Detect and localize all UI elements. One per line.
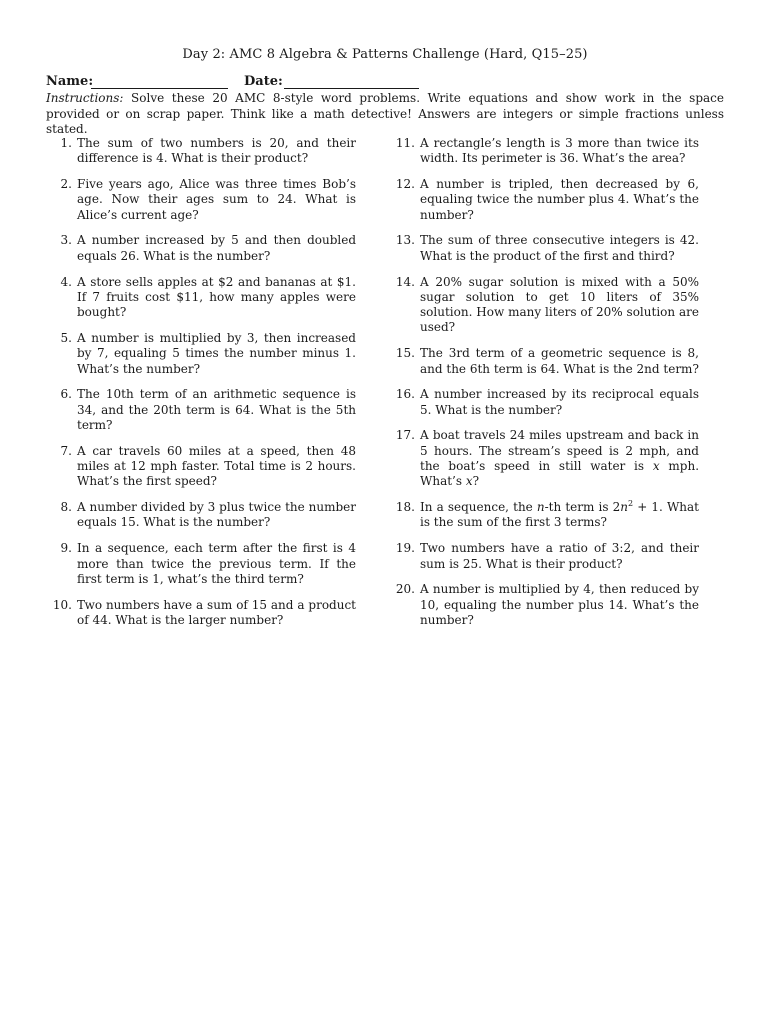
question-text: A rectangle’s length is 3 more than twice its width. Its perimeter is 36. What’s the area?	[420, 136, 699, 166]
question-item	[393, 541, 699, 572]
question-item	[393, 346, 699, 377]
question-text: The 10th term of an arithmetic sequence is 34, and the 20th term is 64. What is the 5th term?	[77, 387, 356, 432]
question-item	[393, 500, 699, 531]
question-number: 14.	[395, 274, 415, 289]
question-item	[50, 233, 356, 264]
question-text: A number divided by 3 plus twice the number equals 15. What is the number?	[77, 500, 356, 530]
math-variable: x	[465, 474, 473, 489]
instructions	[46, 91, 724, 138]
question-text: In a sequence, each term after the first is 4 more than twice the previous term. If the first term is 1, what’s the third term?	[77, 541, 356, 586]
question-item	[393, 582, 699, 628]
question-number: 12.	[395, 177, 415, 192]
question-number: 3.	[60, 233, 72, 248]
math-exponent: 2	[628, 499, 634, 509]
question-number: 5.	[60, 330, 72, 345]
question-item	[50, 177, 356, 223]
question-item	[50, 500, 356, 531]
question-text: A number is multiplied by 3, then increased by 7, equaling 5 times the number minus 1. What’s the number?	[77, 330, 356, 376]
question-item	[50, 444, 356, 490]
question-text: Five years ago, Alice was three times Bob’s age. Now their ages sum to 24. What is Alice’s current age?	[77, 177, 356, 222]
question-number: 10.	[52, 597, 72, 612]
question-text: A number is tripled, then decreased by 6, equaling twice the number plus 4. What’s the number?	[420, 177, 699, 222]
question-item	[50, 275, 356, 321]
question-text: The 3rd term of a geometric sequence is 8, and the 6th term is 64. What is the 2nd term?	[420, 346, 699, 376]
question-text: Two numbers have a sum of 15 and a product of 44. What is the larger number?	[77, 597, 356, 627]
question-text: The sum of three consecutive integers is 42. What is the product of the first and third?	[420, 233, 699, 263]
question-number: 2.	[60, 177, 72, 192]
question-text: A number increased by 5 and then doubled equals 26. What is the number?	[77, 233, 356, 263]
name-blank-line	[91, 88, 228, 89]
question-number: 16.	[395, 387, 415, 402]
question-text-part: + 1. What is the sum of the first 3 terms?	[420, 500, 699, 530]
question-item	[393, 177, 699, 223]
question-text	[420, 500, 699, 531]
question-text-part: A boat travels 24 miles upstream and back in 5 hours. The stream’s speed is 2 mph, and the boat’s speed in still water is	[420, 428, 699, 474]
question-number: 11.	[395, 136, 415, 150]
question-item	[50, 387, 356, 433]
question-columns	[46, 136, 724, 1016]
instructions-lead: Instructions:	[46, 91, 124, 105]
question-item	[393, 387, 699, 418]
question-text: The sum of two numbers is 20, and their difference is 4. What is their product?	[77, 136, 356, 166]
question-text-part: mph. What’s	[420, 459, 700, 489]
date-label: Date:	[244, 74, 283, 89]
question-number: 19.	[395, 541, 415, 556]
question-text: A car travels 60 miles at a speed, then 48 miles at 12 mph faster. Total time is 2 hours. What’s the first speed?	[77, 443, 356, 489]
question-text-part: ?	[472, 474, 480, 489]
question-number: 4.	[60, 274, 72, 289]
question-number: 17.	[395, 428, 415, 443]
question-number: 6.	[60, 387, 72, 402]
question-item	[50, 598, 356, 629]
question-item	[393, 233, 699, 264]
page-title: Day 2: AMC 8 Algebra & Patterns Challenge (Hard, Q15–25)	[182, 47, 588, 62]
question-item	[50, 541, 356, 587]
question-number: 13.	[395, 233, 415, 248]
worksheet-page	[46, 0, 724, 1024]
question-text: A store sells apples at $2 and bananas at $1. If 7 fruits cost $11, how many apples were bought?	[77, 274, 356, 320]
question-item	[393, 136, 699, 167]
math-variable: n	[620, 500, 628, 515]
question-column-left	[50, 136, 356, 639]
name-label: Name:	[46, 74, 94, 89]
question-number: 7.	[60, 443, 72, 458]
question-text-part: -th term is 2	[544, 500, 621, 515]
question-number: 8.	[60, 500, 72, 515]
math-variable: x	[652, 459, 660, 474]
instructions-text: Solve these 20 AMC 8-style word problems. Write equations and show work in the space provided or on scrap paper. Think like a math detective! Answers are integers or simple fractions unless stated.	[46, 91, 724, 136]
question-item	[50, 136, 356, 167]
math-variable: n	[536, 500, 545, 515]
question-column-right	[393, 136, 699, 639]
date-blank-line	[284, 88, 419, 89]
question-text: A number is multiplied by 4, then reduced by 10, equaling the number plus 14. What’s the number?	[420, 582, 699, 627]
question-number: 15.	[395, 346, 415, 361]
question-text: A number increased by its reciprocal equals 5. What is the number?	[420, 387, 699, 417]
question-item	[393, 428, 699, 489]
question-number: 18.	[395, 500, 415, 515]
question-item	[50, 331, 356, 377]
question-number: 9.	[60, 541, 72, 556]
student-info-row	[46, 73, 724, 91]
question-number: 1.	[60, 136, 72, 150]
question-text: A 20% sugar solution is mixed with a 50% sugar solution to get 10 liters of 35% solution. How many liters of 20% solution are used?	[420, 274, 699, 335]
question-item	[393, 275, 699, 336]
question-text: Two numbers have a ratio of 3:2, and their sum is 25. What is their product?	[420, 541, 699, 571]
question-text	[420, 428, 699, 489]
question-text-part: In a sequence, the	[420, 500, 537, 515]
question-number: 20.	[395, 582, 415, 597]
